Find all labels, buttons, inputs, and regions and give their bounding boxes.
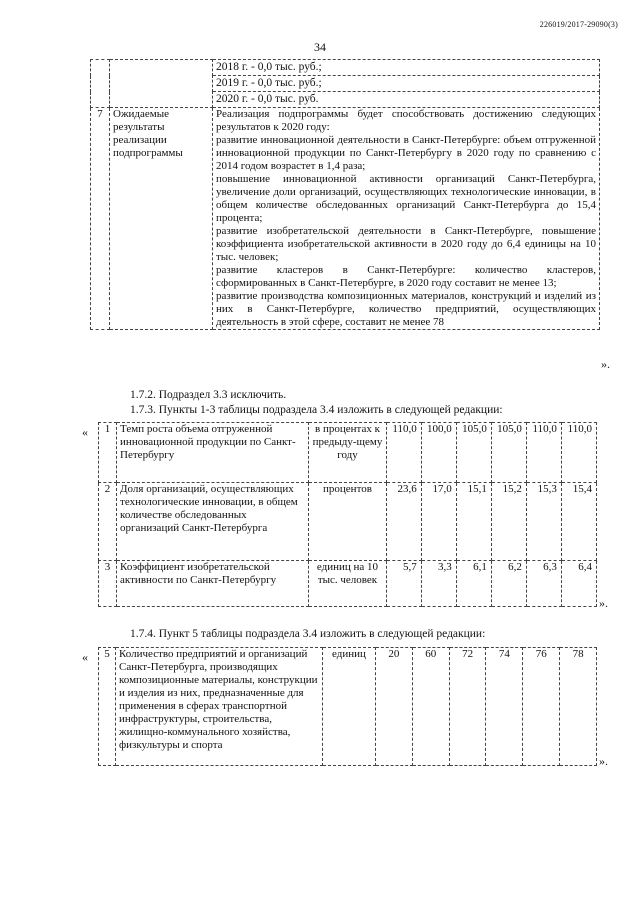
row-number: 3 xyxy=(99,561,117,607)
indicator-name: Коэффициент изобретательской активности по Санкт-Петербургу xyxy=(117,561,309,607)
indicator-name: Доля организаций, осуществляющих технологические инновации, в общем количестве обследованных организаций Санкт-Петербурга xyxy=(117,483,309,561)
funding-2018: 2018 г. - 0,0 тыс. руб.; xyxy=(213,60,600,76)
value-cell: 6,4 xyxy=(561,561,596,607)
row-label: Ожидаемые результаты реализации подпрограммы xyxy=(110,108,213,330)
value-cell: 105,0 xyxy=(456,423,491,483)
document-number: 226019/2017-29090(3) xyxy=(539,20,618,29)
row-number: 1 xyxy=(99,423,117,483)
row-number: 5 xyxy=(99,648,116,766)
result-line: развитие инновационной деятельности в Санкт-Петербурге: объем отгруженной инновационной продукции по Санкт-Петербургу в 2020 году по сравнению с 2014 годом возрастет в 1,4 раза; xyxy=(216,134,596,172)
value-cell: 6,3 xyxy=(526,561,561,607)
table-row xyxy=(99,648,597,766)
paragraph-1-7-3: 1.7.3. Пункты 1-3 таблицы подраздела 3.4 изложить в следующей редакции: xyxy=(130,404,503,416)
indicators-table-5 xyxy=(98,647,597,766)
expected-results xyxy=(213,108,600,330)
value-cell: 60 xyxy=(412,648,449,766)
table-row xyxy=(99,561,597,607)
indicator-unit: процентов xyxy=(309,483,387,561)
table-row xyxy=(91,108,600,330)
value-cell: 110,0 xyxy=(561,423,596,483)
close-quote: ». xyxy=(601,357,610,371)
subprogram-passport-table xyxy=(90,59,600,330)
paragraph-1-7-2: 1.7.2. Подраздел 3.3 исключить. xyxy=(130,389,287,401)
row-number: 7 xyxy=(91,108,110,330)
funding-2019: 2019 г. - 0,0 тыс. руб.; xyxy=(213,76,600,92)
result-line: повышение инновационной активности организаций Санкт-Петербурга, увеличение доли организаций, осуществляющих технологические инновации, в общем количестве обследованных организаций Санкт-Петербурга до 15,4 процента; xyxy=(216,173,596,224)
result-line: развитие изобретательской деятельности в Санкт-Петербурге, повышение коэффициента изобретательской активности в 2020 году до 6,4 единицы на 10 тыс. человек; xyxy=(216,225,596,263)
indicator-unit: единиц xyxy=(323,648,376,766)
indicators-table-1-3 xyxy=(98,422,597,607)
open-quote: « xyxy=(82,425,88,439)
value-cell: 17,0 xyxy=(421,483,456,561)
value-cell: 78 xyxy=(560,648,597,766)
open-quote: « xyxy=(82,650,88,664)
table-row xyxy=(91,60,600,76)
row-number: 2 xyxy=(99,483,117,561)
value-cell: 100,0 xyxy=(421,423,456,483)
value-cell: 105,0 xyxy=(491,423,526,483)
result-line: развитие производства композиционных материалов, конструкций и изделий из них в Санкт-Петербурге, количество предприятий, осуществляющих деятельность в этой сфере, составит не менее 78 xyxy=(216,290,596,328)
indicator-name: Темп роста объема отгруженной инновационной продукции по Санкт-Петербургу xyxy=(117,423,309,483)
value-cell: 74 xyxy=(486,648,523,766)
close-quote: ». xyxy=(599,596,608,610)
value-cell: 15,1 xyxy=(456,483,491,561)
page-number: 34 xyxy=(314,40,326,54)
indicator-unit: в процентах к предыду-щему году xyxy=(309,423,387,483)
close-quote: ». xyxy=(599,754,608,768)
table-cell xyxy=(110,60,213,108)
result-line: развитие кластеров в Санкт-Петербурге: количество кластеров, сформированных в Санкт-Петербурге, в 2020 году составит не менее 13; xyxy=(216,264,596,289)
funding-2020: 2020 г. - 0,0 тыс. руб. xyxy=(213,92,600,108)
value-cell: 110,0 xyxy=(386,423,421,483)
table-row xyxy=(99,423,597,483)
indicator-unit: единиц на 10 тыс. человек xyxy=(309,561,387,607)
paragraph-1-7-4: 1.7.4. Пункт 5 таблицы подраздела 3.4 изложить в следующей редакции: xyxy=(130,628,486,640)
result-line: Реализация подпрограммы будет способствовать достижению следующих результатов к 2020 году: xyxy=(216,108,596,133)
value-cell: 3,3 xyxy=(421,561,456,607)
value-cell: 5,7 xyxy=(386,561,421,607)
value-cell: 23,6 xyxy=(386,483,421,561)
value-cell: 72 xyxy=(449,648,486,766)
value-cell: 6,2 xyxy=(491,561,526,607)
value-cell: 15,4 xyxy=(561,483,596,561)
value-cell: 6,1 xyxy=(456,561,491,607)
indicator-name: Количество предприятий и организаций Санкт-Петербурга, производящих композиционные материалы, конструкции и изделия из них, предназначенные для применения в сферах транспортной инфраструктуры, строительства, жилищно-коммунального хозяйства, физкультуры и спорта xyxy=(116,648,323,766)
value-cell: 110,0 xyxy=(526,423,561,483)
table-cell xyxy=(91,60,110,108)
value-cell: 15,3 xyxy=(526,483,561,561)
value-cell: 20 xyxy=(376,648,413,766)
table-row xyxy=(99,483,597,561)
value-cell: 15,2 xyxy=(491,483,526,561)
value-cell: 76 xyxy=(523,648,560,766)
